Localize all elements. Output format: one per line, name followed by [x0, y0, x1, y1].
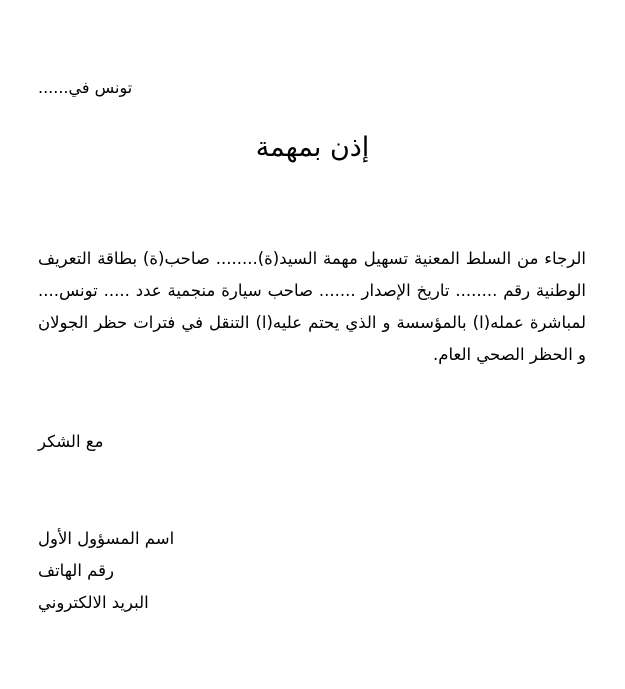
signature-block — [38, 523, 174, 619]
body-paragraph — [38, 243, 586, 371]
responsible-name-label: اسم المسؤول الأول — [38, 529, 175, 548]
closing-text: مع الشكر — [38, 432, 104, 451]
body-line-3: منجمية عدد ..... تونس.... لمباشرة عمله(ا) بالمؤسسة و الذي يحتم — [38, 281, 587, 332]
document-title: إذن بمهمة — [255, 132, 370, 163]
place-and-date-line: تونس في...... — [38, 78, 133, 97]
body-line-2: التعريف الوطنية رقم ........ تاريخ الإصدار ....... صاحب سيارة — [38, 249, 587, 300]
body-line-4: عليه(ا) التنقل في فترات حظر الجولان و الحظر الصحي العام. — [38, 313, 586, 364]
email-label: البريد الالكتروني — [38, 593, 149, 612]
body-line-1: الرجاء من السلط المعنية تسهيل مهمة السيد(ة)........ صاحب(ة) بطاقة — [97, 249, 586, 268]
phone-label: رقم الهاتف — [38, 561, 114, 580]
